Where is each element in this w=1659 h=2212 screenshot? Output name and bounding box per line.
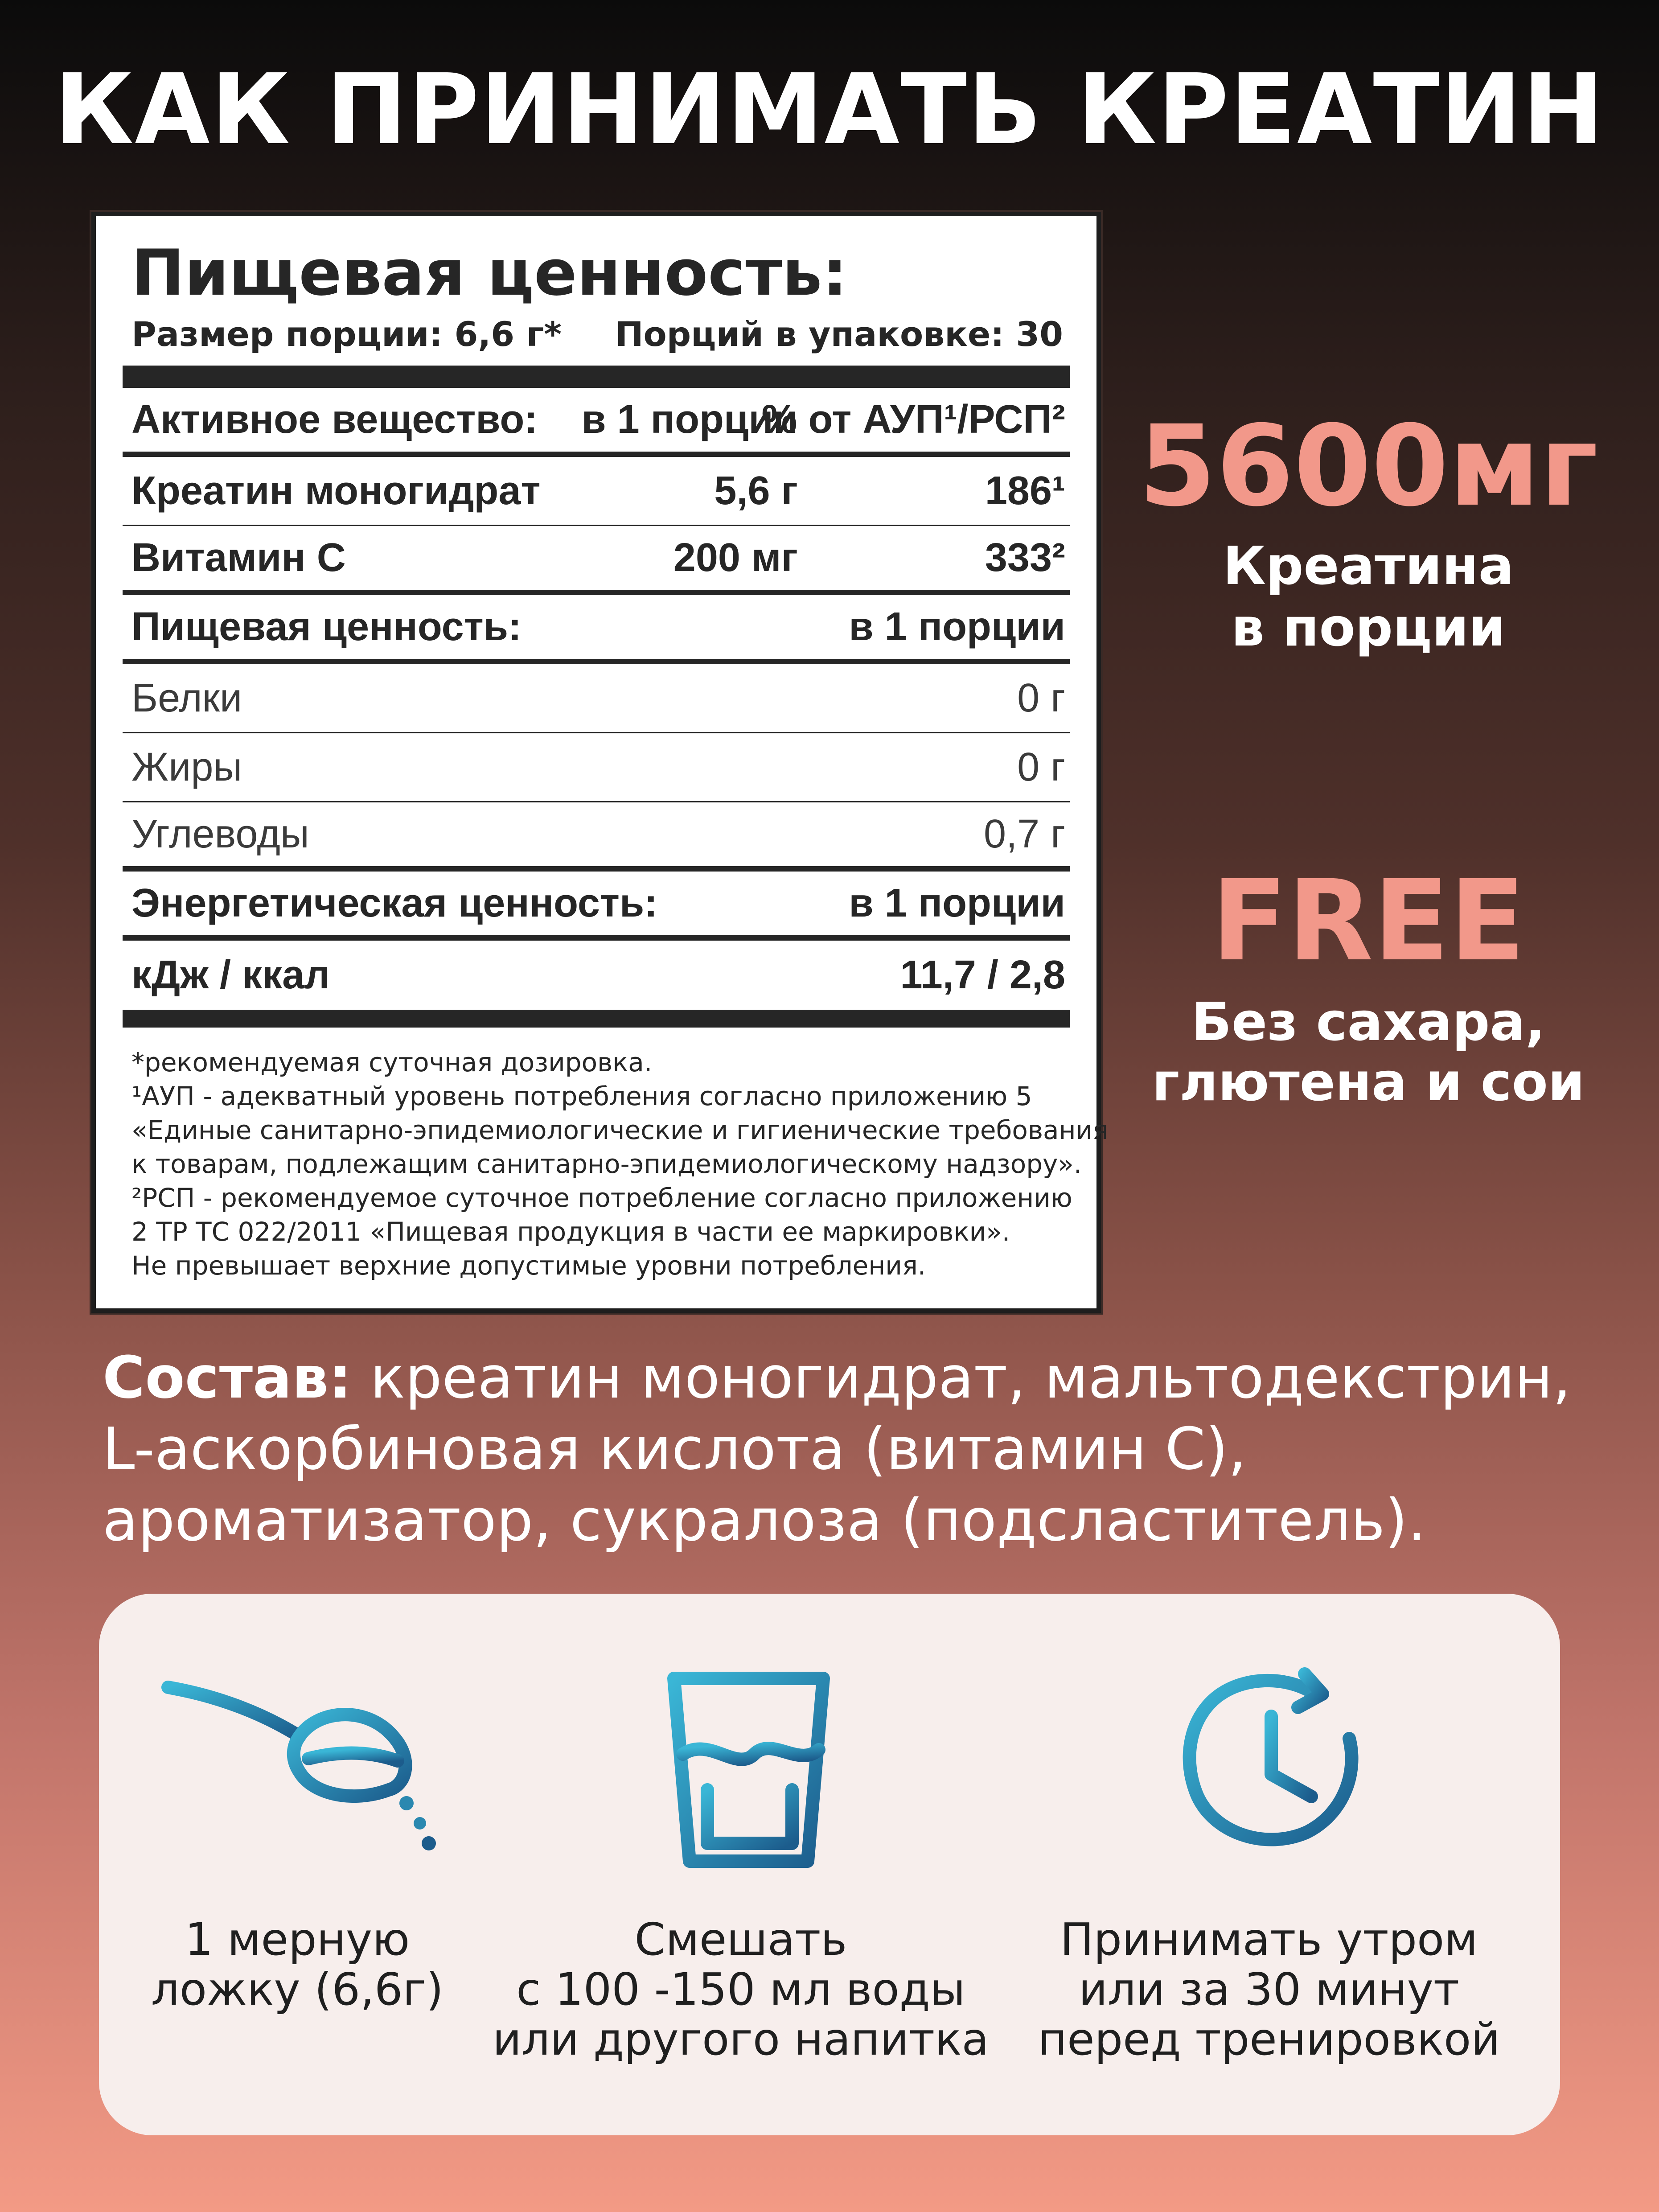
table-row [123,802,1070,872]
table-cell: 11,7 / 2,8 [900,953,1065,997]
table-cell: 5,6 г [714,468,798,513]
footnote-line: 2 ТР ТС 022/2011 «Пищевая продукция в части ее маркировки». [131,1217,1010,1247]
table-divider [123,366,1070,388]
caption-line: глютена и сои [1152,1051,1585,1113]
composition-label: Состав: [103,1344,352,1411]
table-row [123,733,1070,802]
step-line: ложку (6,6г) [151,1963,444,2015]
composition-line: L-аскорбиновая кислота (витамин С), [103,1415,1247,1483]
table-cell: Энергетическая ценность: [131,881,658,925]
creatine-amount-caption [1101,535,1636,658]
free-badge: FREE [1211,856,1526,986]
step-line: или другого напитка [493,2013,989,2065]
table-cell: 186¹ [985,468,1065,513]
step-line: Принимать утром [1060,1913,1478,1965]
creatine-amount: 5600мг [1138,401,1598,531]
table-cell: Углеводы [131,812,309,856]
spoon-icon [157,1669,442,1857]
free-caption [1101,992,1636,1112]
table-cell: Белки [131,675,242,720]
footnotes [131,1045,1109,1283]
page-title: КАК ПРИНИМАТЬ КРЕАТИН [54,53,1605,166]
glass-icon [665,1669,834,1870]
table-cell: Креатин моногидрат [131,468,541,513]
table-cell: 0 г [1017,744,1065,789]
composition-line: креатин моногидрат, мальтодекстрин, [352,1344,1571,1411]
table-row [123,664,1070,733]
footnote-line: ¹АУП - адекватный уровень потребления согласно приложению 5 [131,1081,1032,1111]
footnote-line: Не превышает верхние допустимые уровни потребления. [131,1250,926,1281]
caption-line: Креатина [1223,535,1514,596]
servings-per-pack: Порций в упаковке: 30 [615,314,1063,354]
table-cell: 200 мг [673,535,798,580]
step-line: Смешать [634,1913,847,1965]
table-cell: в 1 порции [849,881,1065,925]
table-cell: Жиры [131,744,242,789]
step-line: или за 30 минут [1078,1963,1460,2015]
footnote-line: *рекомендуемая суточная дозировка. [131,1047,653,1077]
table-cell: в 1 порции [581,397,798,442]
step-line: 1 мерную [185,1913,410,1965]
table-cell: Активное вещество: [131,397,538,442]
step-line: перед тренировкой [1038,2013,1500,2065]
step-line: с 100 -150 мл воды [516,1963,965,2015]
nutrition-heading: Пищевая ценность: [131,236,848,310]
step-2-text [473,1915,1008,2064]
table-cell: % от АУП¹/РСП² [761,397,1065,442]
table-section-row [123,595,1070,664]
clock-icon [1178,1667,1365,1859]
table-row [123,526,1070,595]
composition-line: ароматизатор, сукралоза (подсластитель). [103,1486,1426,1554]
nutrition-panel [91,212,1109,1313]
footnote-line: к товарам, подлежащим санитарно-эпидемиологическому надзору». [131,1149,1082,1179]
table-cell: 0 г [1017,675,1065,720]
table-cell: Пищевая ценность: [131,604,522,649]
step-3-text [1002,1915,1536,2064]
table-header-row [123,388,1070,457]
table-section-row [123,872,1070,941]
table-row [123,457,1070,526]
table-cell: Витамин С [131,535,346,580]
table-cell: в 1 порции [849,604,1065,649]
table-row [123,941,1070,1010]
caption-line: в порции [1231,596,1506,658]
serving-size: Размер порции: 6,6 г* [131,314,562,354]
table-divider [123,1010,1070,1028]
composition-text [103,1342,1573,1556]
table-cell: 333² [985,535,1065,580]
footnote-line: «Единые санитарно-эпидемиологические и гигиенические требования [131,1115,1109,1145]
footnote-line: ²РСП - рекомендуемое суточное потребление согласно приложению [131,1183,1072,1213]
caption-line: Без сахара, [1191,991,1545,1053]
instructions-card [99,1594,1560,2135]
table-cell: кДж / ккал [131,953,330,997]
table-cell: 0,7 г [984,812,1065,856]
